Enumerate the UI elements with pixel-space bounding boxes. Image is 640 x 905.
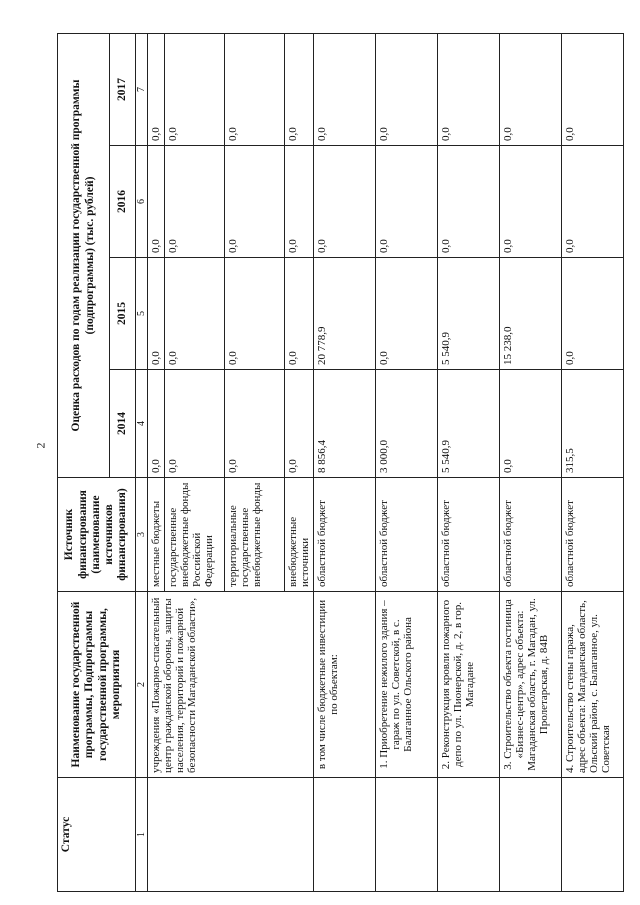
source-cell: областной бюджет — [562, 478, 624, 592]
value-cell: 0,0 — [500, 34, 562, 146]
value-cell: 0,0 — [225, 258, 285, 370]
value-cell: 5 540,9 — [438, 258, 500, 370]
header-status: Статус — [58, 778, 136, 892]
header-year: 2014 — [110, 370, 136, 478]
value-cell: 0,0 — [225, 370, 285, 478]
name-cell: 4. Строительство стены гаража, адрес объекта: Магаданская область, Ольский район, с. Балаганное, ул. Советская — [562, 592, 624, 778]
value-cell: 3 000,0 — [376, 370, 438, 478]
status-cell — [562, 778, 624, 892]
column-number: 3 — [136, 478, 148, 592]
source-cell: внебюджетные источники — [285, 478, 314, 592]
status-cell — [314, 778, 376, 892]
source-cell: областной бюджет — [376, 478, 438, 592]
source-cell: областной бюджет — [314, 478, 376, 592]
name-cell: учреждения «Пожарно-спасательный центр гражданской обороны, защиты населения, территорий и пожарной безопасности Магаданской области», — [148, 592, 314, 778]
value-cell: 0,0 — [225, 146, 285, 258]
value-cell: 15 238,0 — [500, 258, 562, 370]
table-row — [438, 34, 500, 892]
value-cell: 0,0 — [148, 258, 165, 370]
value-cell: 315,5 — [562, 370, 624, 478]
value-cell: 0,0 — [500, 370, 562, 478]
value-cell: 0,0 — [438, 34, 500, 146]
column-number: 6 — [136, 146, 148, 258]
status-cell — [438, 778, 500, 892]
value-cell: 0,0 — [562, 34, 624, 146]
value-cell: 0,0 — [165, 146, 225, 258]
column-number: 5 — [136, 258, 148, 370]
header-year: 2017 — [110, 34, 136, 146]
table-row — [376, 34, 438, 892]
rotated-table-container — [57, 34, 612, 892]
column-number: 1 — [136, 778, 148, 892]
value-cell: 0,0 — [376, 146, 438, 258]
status-cell — [500, 778, 562, 892]
name-cell: в том числе бюджетные инвестиции по объектам: — [314, 592, 376, 778]
status-cell — [376, 778, 438, 892]
value-cell: 0,0 — [314, 34, 376, 146]
status-cell — [148, 778, 314, 892]
column-number: 4 — [136, 370, 148, 478]
value-cell: 0,0 — [285, 258, 314, 370]
header-source: Источник финансирования (наименование источников финансирования) — [58, 478, 136, 592]
value-cell: 0,0 — [500, 146, 562, 258]
column-number: 7 — [136, 34, 148, 146]
value-cell: 20 778,9 — [314, 258, 376, 370]
header-name: Наименование государственной программы, Подпрограммы государственной программы, мероприятия — [58, 592, 136, 778]
value-cell: 0,0 — [562, 146, 624, 258]
table-row — [148, 34, 165, 892]
column-number: 2 — [136, 592, 148, 778]
value-cell: 0,0 — [165, 258, 225, 370]
financing-table — [57, 33, 624, 892]
page-number: 2 — [33, 442, 48, 449]
source-cell: территориальные государственные внебюджетные фонды — [225, 478, 285, 592]
header-estimate: Оценка расходов по годам реализации государственной программы (подпрограммы) (тыс. рублей) — [58, 34, 110, 478]
value-cell: 0,0 — [148, 146, 165, 258]
value-cell: 0,0 — [376, 258, 438, 370]
value-cell: 8 856,4 — [314, 370, 376, 478]
value-cell: 0,0 — [225, 34, 285, 146]
value-cell: 0,0 — [165, 34, 225, 146]
table-row — [314, 34, 376, 892]
value-cell: 5 540,9 — [438, 370, 500, 478]
source-cell: государственные внебюджетные фонды Российской Федерации — [165, 478, 225, 592]
table-row — [562, 34, 624, 892]
name-cell: 3. Строительство объекта гостиница «Бизнес-центр», адрес объекта: Магаданская область, г. Магадан, ул. Пролетарская, д. 84В — [500, 592, 562, 778]
value-cell: 0,0 — [285, 146, 314, 258]
table-row — [500, 34, 562, 892]
source-cell: областной бюджет — [500, 478, 562, 592]
header-year: 2015 — [110, 258, 136, 370]
value-cell: 0,0 — [148, 370, 165, 478]
name-cell: 1. Приобретение нежилого здания – гараж по ул. Советской, в с. Балаганное Ольского района — [376, 592, 438, 778]
value-cell: 0,0 — [438, 146, 500, 258]
name-cell: 2. Реконструкция кровли пожарного депо по ул. Пионерской, д. 2, в гор. Магадане — [438, 592, 500, 778]
value-cell: 0,0 — [148, 34, 165, 146]
value-cell: 0,0 — [285, 370, 314, 478]
value-cell: 0,0 — [314, 146, 376, 258]
value-cell: 0,0 — [165, 370, 225, 478]
value-cell: 0,0 — [376, 34, 438, 146]
value-cell: 0,0 — [285, 34, 314, 146]
source-cell: местные бюджеты — [148, 478, 165, 592]
value-cell: 0,0 — [562, 258, 624, 370]
header-year: 2016 — [110, 146, 136, 258]
source-cell: областной бюджет — [438, 478, 500, 592]
